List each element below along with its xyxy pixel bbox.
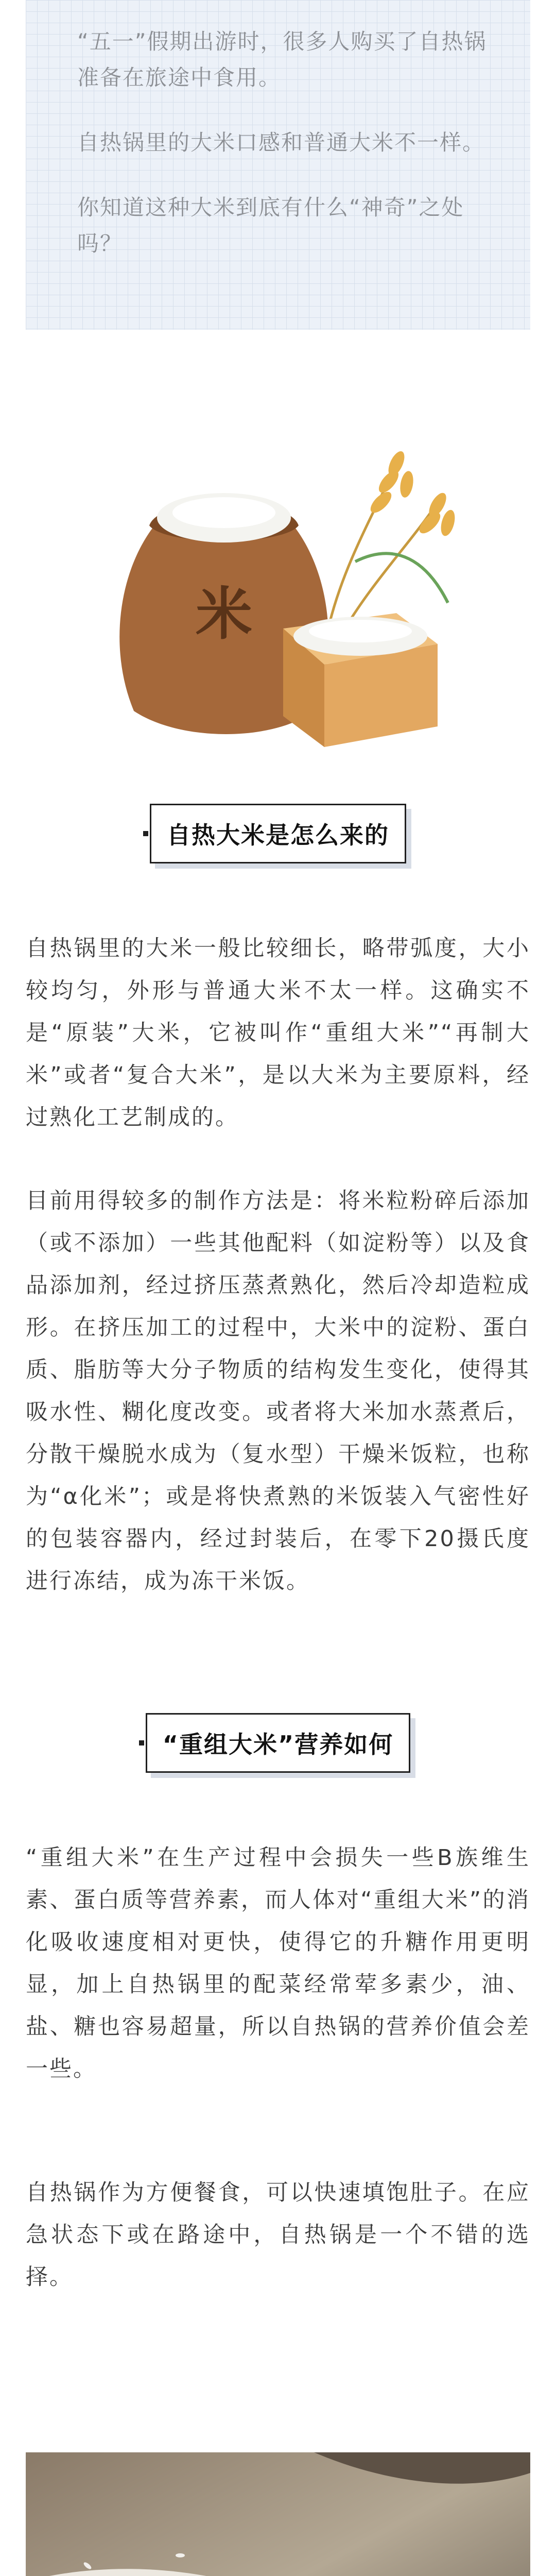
section-title: “重组大米”营养如何 — [146, 1713, 410, 1773]
body-paragraph: 自热锅里的大米一般比较细长，略带弧度，大小较均匀，外形与普通大米不太一样。这确实不是“原装”大米，它被叫作“重组大米”“再制大米”或者“复合大米”，是以大米为主要原料，经过熟化工艺制成的。 — [26, 936, 530, 1130]
body-paragraph: 自热锅作为方便餐食，可以快速填饱肚子。在应急状态下或在路途中，自热锅是一个不错的选择。 — [26, 2180, 530, 2290]
wheat-stalks-icon — [329, 449, 457, 629]
intro-box — [26, 0, 530, 330]
section-heading — [0, 1713, 556, 1773]
sack-label: 米 — [196, 581, 252, 647]
section-heading — [0, 804, 556, 863]
body-paragraph: “重组大米”在生产过程中会损失一些B族维生素、蛋白质等营养素，而人体对“重组大米”的消化吸收速度相对更快，使得它的升糖作用更明显，加上自热锅里的配菜经常荤多素少，油、盐、糖也容易超量，所以自热锅的营养价值会差一些。 — [26, 1845, 530, 2082]
intro-paragraph: 你知道这种大米到底有什么“神奇”之处吗？ — [77, 195, 464, 256]
section-title: 自热大米是怎么来的 — [150, 804, 406, 863]
rice-sack-illustration — [88, 407, 468, 768]
intro-paragraph: 自热锅里的大米口感和普通大米不一样。 — [77, 130, 485, 155]
body-paragraph: 目前用得较多的制作方法是：将米粒粉碎后添加（或不添加）一些其他配料（如淀粉等）以及食品添加剂，经过挤压蒸煮熟化，然后冷却造粒成形。在挤压加工的过程中，大米中的淀粉、蛋白质、脂肪等大分子物质的结构发生变化，使得其吸水性、糊化度改变。或者将大米加水蒸煮后，分散干燥脱水成为（复水型）干燥米饭粒，也称为“α化米”；或是将快煮熟的米饭装入气密性好的包装容器内，经过封装后，在零下20摄氏度进行冻结，成为冻干米饭。 — [26, 1188, 530, 1594]
rice-box-icon — [283, 613, 438, 747]
rice-photo — [26, 2452, 530, 2576]
intro-paragraph: “五一”假期出游时，很多人购买了自热锅准备在旅途中食用。 — [77, 29, 487, 90]
